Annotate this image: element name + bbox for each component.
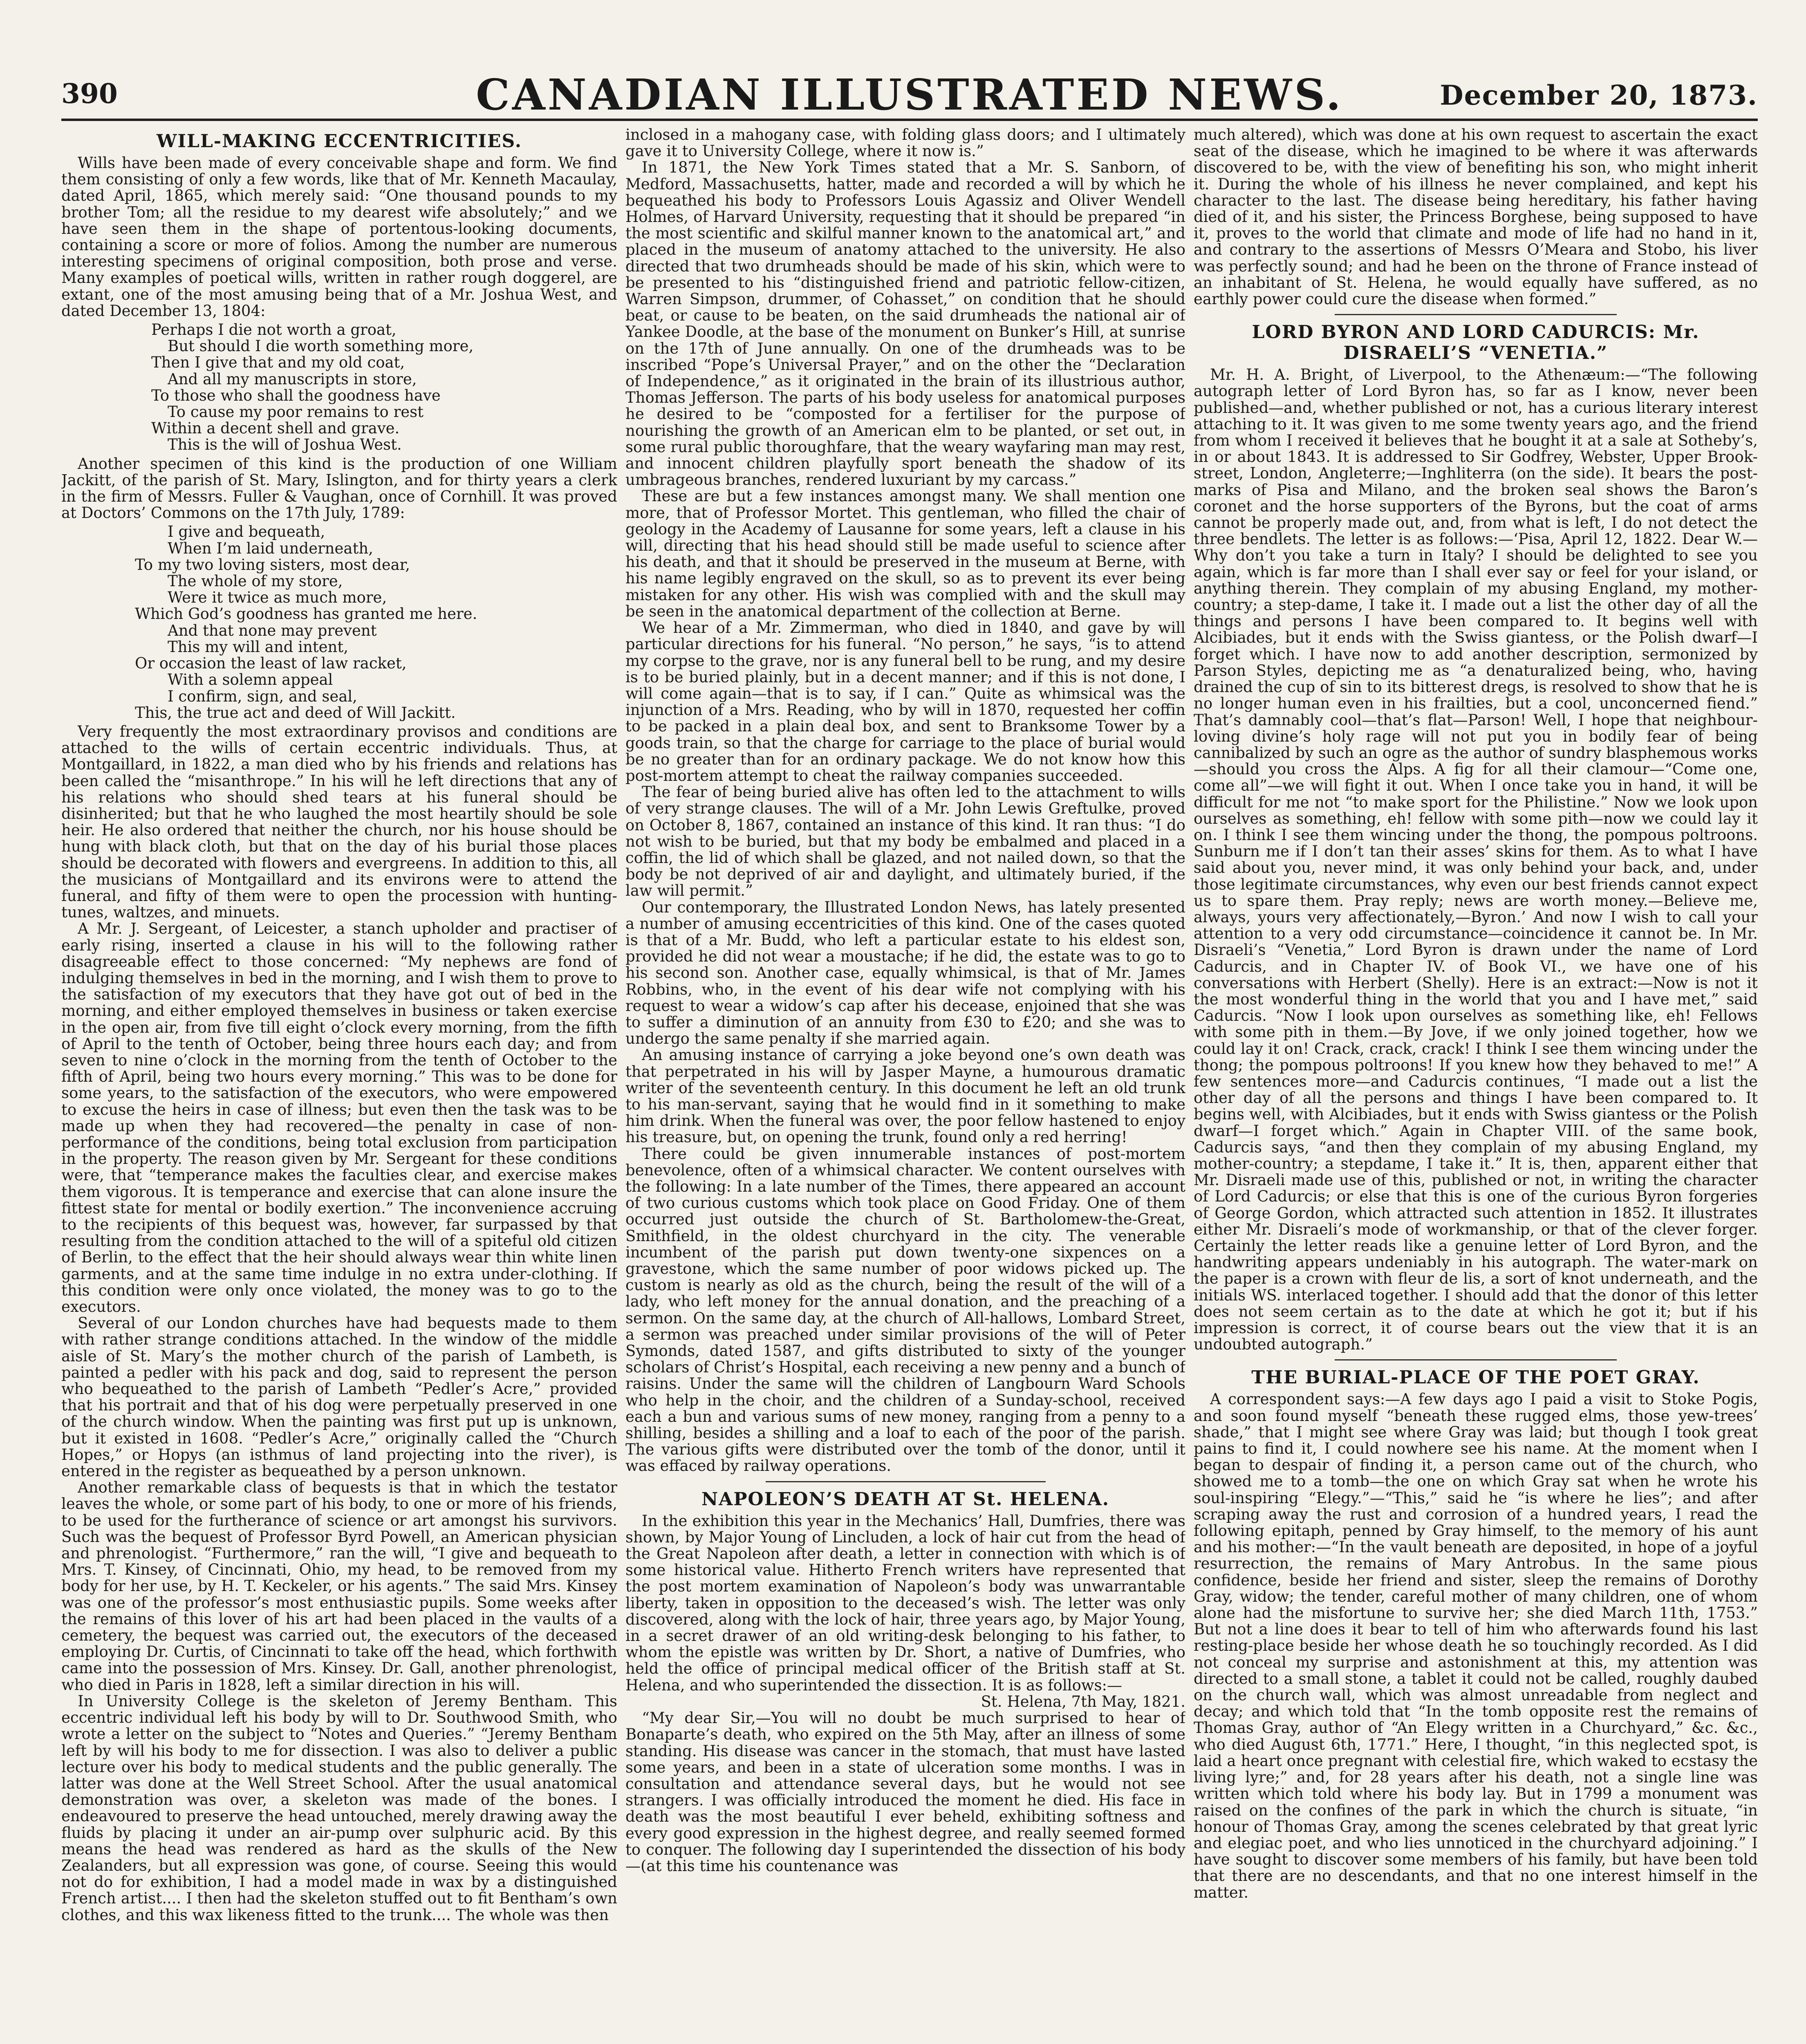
poem-line: Were it twice as much more,: [168, 589, 387, 607]
poem-line: And all my manuscripts in store,: [168, 370, 417, 388]
poem-line: This is the will of Joshua West.: [168, 436, 402, 454]
column-3: [1194, 127, 1758, 2044]
column-1: [61, 127, 617, 2044]
paragraph: much altered), which was done at his own request to ascertain the exact seat of the disease, which he imagined to be where it was afterwards discovered to be, with the view of benefiting his son, who might inherit it. During the whole of his illness he never complained, and kept his character to the last. The disease being hereditary, his father having died of it, and his sister, the Princess Borghese, being supposed to have it, proves to the world that climate and mode of life had no hand in it, and contrary to the assertions of Messrs O’Meara and Stobo, his liver was perfectly sound; and had he been on the throne of France instead of an inhabitant of St. Helena, he would equally have suffered, as no earthly power could cure the disease when formed.”: [1194, 127, 1758, 308]
poem-line: Perhaps I die not worth a groat,: [151, 321, 397, 339]
paragraph: Our contemporary, the Illustrated London News, has lately presented a number of amusing eccentricities of this kind. One of the cases quoted is that of a Mr. Budd, who left a particular estate to his eldest son, provided he did not wear a moustache; if he did, the estate was to go to his second son. Another case, equally whimsical, is that of Mr. James Robbins, who, in the event of his dear wife not complying with his request to wear a widow’s cap after his decease, enjoined that she was to suffer a diminution of an annuity from £30 to £20; and she was to undergo the same penalty if she married again.: [625, 898, 1185, 1048]
masthead: [61, 69, 1758, 123]
poem-line: The whole of my store,: [168, 572, 343, 590]
paragraph: Very frequently the most extraordinary provisos and conditions are attached to the wills of certain eccentric individuals. Thus, at Montgaillard, in 1822, a man died who by his friends and relations has been called the “misanthrope.” In his will he left directions that any of his relations who should shed tears at his funeral should be disinherited; but that he who laughed the most heartily should be sole heir. He also ordered that neither the church, nor his house should be hung with black cloth, but that on the day of his burial those places should be decorated with flowers and evergreens. In addition to this, all the musicians of Montgaillard and its environs were to attend the funeral, and fifty of them were to open the procession with hunting-tunes, waltzes, and minuets.: [61, 722, 617, 921]
paragraph: Another specimen of this kind is the production of one William Jackitt, of the parish of St. Mary, Islington, and for thirty years a clerk in the firm of Messrs. Fuller & Vaughan, once of Cornhill. It was proved at Doctors’ Commons on the 17th July, 1789:: [61, 455, 617, 522]
poem-will-jackitt: [135, 524, 617, 721]
article-heading-byron: LORD BYRON AND LORD CADURCIS: Mr. DISRAELI’S “VENETIA.”: [1252, 322, 1700, 364]
header-rule: [61, 119, 1758, 121]
poem-line: This my will and intent,: [168, 638, 348, 656]
paragraph: In 1871, the New York Times stated that a Mr. S. Sanborn, of Medford, Massachusetts, hatter, made and recorded a will by which he bequeathed his body to Professors Louis Agassiz and Oliver Wendell Holmes, of Harvard University, requesting that it should be prepared “in the most scientific and skilful manner known to the anatomical art,” and placed in the museum of anatomy attached to the university. He also directed that two drumheads should be made of his skin, which were to be presented to his “distinguished friend and patriotic fellow-citizen, Warren Simpson, drummer, of Cohasset,” on condition that he should beat, or cause to be beaten, on the said drumheads the national air of Yankee Doodle, at the base of the monument on Bunker’s Hill, at sunrise on the 17th of June annually. On one of the drumheads was to be inscribed “Pope’s Universal Prayer,” and on the other the “Declaration of Independence,” as it originated in the brain of its illustrious author, Thomas Jefferson. The parts of his body useless for anatomical purposes he desired to be “composted for a fertiliser for the purpose of nourishing the growth of an American elm to be planted, or set out, in some rural public thoroughfare, that the weary wayfaring man may rest, and innocent children playfully sport beneath the shadow of its umbrageous branches, rendered luxuriant by my carcass.”: [625, 159, 1185, 489]
paragraph: The fear of being buried alive has often led to the attachment to wills of very strange clauses. The will of a Mr. John Lewis Greftulke, proved on October 8, 1867, contained an instance of this kind. It ran thus: “I do not wish to be buried, but that my body be embalmed and placed in a coffin, the lid of which shall be glazed, and not nailed down, so that the body be not deprived of air and daylight, and ultimately buried, if the law will permit.”: [625, 783, 1185, 900]
paragraph: In University College is the skeleton of Jeremy Bentham. This eccentric individual left his body by will to Dr. Southwood Smith, who wrote a letter on the subject to “Notes and Queries.” “Jeremy Bentham left by will his body to me for dissection. I was also to deliver a public lecture over his body to medical students and the public generally. The latter was done at the Well Street School. After the usual anatomical demonstration was over, a skeleton was made of the bones. I endeavoured to preserve the head untouched, merely drawing away the fluids by placing it under an air-pump over sulphuric acid. By this means the head was rendered as hard as the skulls of the New Zealanders, but all expression was gone, of course. Seeing this would not do for exhibition, I had a model made in wax by a distinguished French artist.... I then had the skeleton stuffed out to fit Bentham’s own clothes, and this wax likeness fitted to the trunk.... The whole was then: [61, 1692, 617, 1924]
section-divider: [766, 1481, 1046, 1482]
article-heading-napoleon: NAPOLEON’S DEATH AT St. HELENA.: [701, 1488, 1110, 1510]
poem-line: I confirm, sign, and seal,: [168, 687, 357, 705]
page-number: 390: [61, 78, 118, 110]
poem-line: When I’m laid underneath,: [168, 539, 373, 557]
poem-joshua-west: [151, 322, 617, 453]
paragraph: A correspondent says:—A few days ago I paid a visit to Stoke Pogis, and soon found myself “beneath these rugged elms, those yew-trees’ shade,” that I might see where Gray was laid; but though I took great pains to find it, I could nowhere see his name. At the moment when I began to despair of finding it, a person came out of the church, who showed me to a tomb—the one on which Gray sat when he wrote his soul-inspiring “Elegy.”—“This,” said he “is where he lies”; and after scraping away the rust and corrosion of a hundred years, I read the following epitaph, penned by Gray himself, to the memory of his aunt and his mother:—“In the vault beneath are deposited, in hope of a joyful resurrection, the remains of Mary Antrobus. In the same pious confidence, beside her friend and sister, sleep the remains of Dorothy Gray, widow; the tender, careful mother of many children, one of whom alone had the misfortune to survive her; she died March 11th, 1753.” But not a line does it bear to tell of him who afterwards found his last resting-place beside her whose death he so touchingly recorded. As I did not conceal my surprise and astonishment at this, my attention was directed to a small stone, a tablet it could not be called, roughly daubed on the church wall, which was almost unreadable from neglect and decay; and which told that “In the tomb opposite rest the remains of Thomas Gray, author of “An Elegy written in a Churchyard,” &c. &c., who died August 6th, 1771.” Here, I thought, “in this neglected spot, is laid a heart once pregnant with celestial fire, which waked to ecstasy the living lyre;” and, for 28 years after his death, not a single line was written which told where his body lay. But in 1799 a monument was raised on the confines of the park in which the church is situate, “in honour of Thomas Gray, among the scenes celebrated by that great lyric and elegiac poet, and who lies unnoticed in the churchyard adjoining.” I have sought to discover some members of his family, but have been told that there are no descendants, and that no one interest himself in the matter.: [1194, 1390, 1758, 1901]
paragraph: A Mr. J. Sergeant, of Leicester, a stanch upholder and practiser of early rising, inserted a clause in his will to the following rather disagreeable effect to those concerned: “My nephews are fond of indulging themselves in bed in the morning, and I wish them to prove to the satisfaction of my executors that they have got out of bed in the morning, and either employed themselves in business or taken exercise in the open air, from five till eight o’clock every morning, from the fifth of April to the tenth of October, being three hours each day; and from seven to nine o’clock in the morning from the tenth of October to the fifth of April, being two hours every morning.” This was to be done for some years, to the satisfaction of the executors, who were empowered to excuse the heirs in case of illness; but even then the task was to be made up when they had recovered—the penalty in case of non-performance of the conditions, being total exclusion from participation in the property. The reason given by Mr. Sergeant for these conditions were, that “temperance makes the faculties clear, and exercise makes them vigorous. It is temperance and exercise that can alone insure the fittest state for mental or bodily exertion.” The inconvenience accruing to the recipients of this bequest was, however, far surpassed by that resulting from the condition attached to the will of a spiteful old citizen of Berlin, to the effect that the heir should always wear thin white linen garments, and at the same time indulge in no extra under-clothing. If this condition were only once violated, the money was to go to the executors.: [61, 920, 617, 1316]
section-divider: [1335, 314, 1617, 315]
poem-line: To cause my poor remains to rest: [168, 403, 424, 421]
paragraph: We hear of a Mr. Zimmerman, who died in 1840, and gave by will particular directions for his funeral. “No person,” he says, “is to attend my corpse to the grave, nor is any funeral bell to be rung, and my desire is to be buried plainly, but in a decent manner; and if this is not done, I will come again—that is to say, if I can.” Quite as whimsical was the injunction of a Mrs. Reading, who by will in 1870, requested her coffin to be packed in a plain deal box, and sent to Branksome Tower by a goods train, so that the charge for carriage to the place of burial would be no greater than for an ordinary package. We do not know how this post-mortem attempt to cheat the railway companies succeeded.: [625, 619, 1185, 784]
paragraph: “My dear Sir,—You will no doubt be much surprised to hear of Bonaparte’s death, who expired on the 5th May, after an illness of some standing. His disease was cancer in the stomach, that must have lasted some years, and been in a state of ulceration some months. I was in consultation and attendance several days, but he would not see strangers. I was officially introduced the moment he died. His face in death was the most beautiful I ever beheld, exhibiting softness and every good expression in the highest degree, and really seemed formed to conquer. The following day I superintended the dissection of his body—(at this time his countenance was: [625, 1709, 1185, 1875]
column-2: [625, 127, 1185, 2044]
article-heading-will-making: WILL-MAKING ECCENTRICITIES.: [156, 131, 522, 152]
poem-line: To my two loving sisters, most dear,: [135, 556, 410, 574]
poem-line: Within a decent shell and grave.: [151, 419, 400, 437]
poem-line: This, the true act and deed of Will Jackitt.: [135, 704, 456, 722]
section-divider: [1335, 1359, 1617, 1360]
paragraph: There could be given innumerable instances of post-mortem benevolence, often of a whimsical character. We content ourselves with the following: In a late number of the Times, there appeared an account of two curious customs which took place on Good Friday. One of them occurred just outside the church of St. Bartholomew-the-Great, Smithfield, in the oldest churchyard in the city. The venerable incumbent of the parish put down twenty-one sixpences on a gravestone, which the same number of poor widows picked up. The custom is nearly as old as the church, being the result of the will of a lady, who left money for the annual donation, and the preaching of a sermon. On the same day, at the church of All-hallows, Lombard Street, a sermon was preached under similar provisions of the will of Peter Symonds, dated 1587, and gifts distributed to sixty of the younger scholars of Christ’s Hospital, each receiving a new penny and a bunch of raisins. Under the same will the children of Langbourn Ward Schools who help in the choir, and the children of a Sunday-school, received each a bun and various sums of new money, ranging from a penny to a shilling, besides a shilling and a loaf to each of the poor of the parish. The various gifts were distributed over the tomb of the donor, until it was effaced by railway operations.: [625, 1145, 1185, 1475]
poem-line: But should I die worth something more,: [168, 337, 474, 355]
paragraph: Mr. H. A. Bright, of Liverpool, to the Athenæum:—“The following autograph letter of Lord Byron has, so far as I know, never been published—and, whether published or not, has a curious literary interest attaching to it. It was given to me some twenty years ago, and the friend from whom I received it believes that he bought it at a sale at Sotheby’s, in or about 1843. It is addressed to Sir Godfrey, Webster, Upper Brook-street, London, Angleterre;—Inghliterra (on the side). It bears the post-marks of Pisa and Milano, and the broken seal shows the Baron’s coronet and the horse supporters of the Byrons, but the coat of arms cannot be properly made out, and, from what is left, I do not detect the three bendlets. The letter is as follows:—‘Pisa, April 12, 1822. Dear W.—Why don’t you take a turn in Italy? I should be delighted to see you again, which is far more than I shall ever say or feel for your island, or anything therein. They complain of my abusing England, my mother-country; a step-dame, I take it. I made out a list the other day of all the things and persons I have been compared to. It begins well with Alcibiades, but it ends with the Swiss giantess, or the Polish dwarf—I forget which. I have now to add another description, sermonized by Parson Styles, depicting me as “a denaturalized being, who, having drained the cup of sin to its bitterest dregs, is resolved to show that he is no longer human even in his frailties, but a cool, unconcerned fiend.” That’s damnably cool—that’s flat—Parson! Well, I hope that neighbour-loving divine’s holy rage will not put you in bodily fear of being cannibalized by such an ogre as the author of sundry blasphemous works—should you cross the Alps. A fig for all their clamour—“Come one, come all”—we will fight it out. When I once take you in hand, it will be difficult for me not “to make sport for the Philistine.” Now we look upon ourselves as something, eh! fellow with some pith—now we could lay it on. I think I see them wincing under the thong, the pompous poltroons. Sunburn me if I don’t tan their asses’ skins for them. As to what I have said about you, never mind, it was only behind your back, and, under those legitimate circumstances, why even our best friends cannot expect us to spare them. Pray reply; news are worth money.—Believe me, always, yours very affectionately,—Byron.’ And now I wish to call your attention to a very odd circumstance—coincidence it cannot be. In Mr. Disraeli’s “Venetia,” Lord Byron is drawn under the name of Lord Cadurcis, and in Chapter IV. of Book VI., we have one of his conversations with Herbert (Shelly). Here is an extract:—Now is not it the most wonderful thing in the world that you and I have met,” said Cadurcis. “Now I look upon ourselves as something like, eh! Fellows with some pith in them.—By Jove, if we only joined together, how we could lay it on! Crack, crack, crack! I think I see them wincing under the thong; the pompous poltroons! If you knew how they behaved to me!” A few sentences more—and Cadurcis continues, “I made out a list the other day of all the persons and things I have been compared to. It begins well, with Alcibiades, but it ends with Swiss giantess or the Polish dwarf—I forget which.” Again in Chapter VIII. of the same book, Cadurcis says, “and then they complain of my abusing England, my mother-country; a stepdame, I take it.” It is, then, apparent either that Mr. Disraeli made use of this, published or not, in writing the character of Lord Cadurcis; or else that this is one of the curious Byron forgeries of George Gordon, which attracted such attention in 1852. It illustrates either Mr. Disraeli’s mode of workmanship, or that of the clever forger. Certainly the letter reads like a genuine letter of Lord Byron, and the handwriting appears undeniably in his autograph. The water-mark on the paper is a crown with fleur de lis, a sort of knot underneath, and the initials WS. interlaced together. I should add that the donor of this letter does not seem certain as to the date at which he got it; but if his impression is correct, it of course bears out the view that it is an undoubted autograph.”: [1194, 366, 1758, 1354]
poem-line: To those who shall the goodness have: [151, 386, 441, 404]
letter-date: St. Helena, 7th May, 1821.: [981, 1692, 1185, 1710]
issue-date: December 20, 1873.: [1440, 79, 1758, 111]
poem-line: Then I give that and my old coat,: [151, 354, 405, 372]
paragraph: Wills have been made of every conceivable shape and form. We find them consisting of only a few words, like that of Mr. Kenneth Macaulay, dated April, 1865, which merely said: “One thousand pounds to my brother Tom; all the residue to my dearest wife absolutely;” and we have seen them in the shape of portentous-looking documents, containing a score or more of folios. Among the number are numerous interesting specimens of original composition, both prose and verse. Many examples of poetical wills, written in rather rough doggerel, are extant, one of the most amusing being that of a Mr. Joshua West, and dated December 13, 1804:: [61, 154, 617, 320]
newspaper-title: CANADIAN ILLUSTRATED NEWS.: [476, 69, 1343, 120]
paragraph: inclosed in a mahogany case, with folding glass doors; and I ultimately gave it to University College, where it now is.”: [625, 127, 1185, 160]
paragraph: In the exhibition this year in the Mechanics’ Hall, Dumfries, there was shown, by Major Young of Lincluden, a lock of hair cut from the head of the Great Napoleon after death, a letter in connection with which is of some historical value. Hitherto French writers have represented that the post mortem examination of Napoleon’s body was unwarrantable liberty, taken in opposition to the deceased’s wish. The letter was only discovered, along with the lock of hair, three years ago, by Major Young, in a secret drawer of an old writing-desk belonging to his father, to whom the epistle was written by Dr. Short, a native of Dumfries, who held the office of principal medical officer of the British staff at St. Helena, and who superintended the dissection. It is as follows:—: [625, 1512, 1185, 1694]
paragraph: Several of our London churches have had bequests made to them with rather strange conditions attached. In the window of the middle aisle of St. Mary’s the mother church of the parish of Lambeth, is painted a pedler with his pack and dog, said to represent the person who bequeathed to the parish of Lambeth “Pedler’s Acre,” provided that his portrait and that of his dog were perpetually preserved in one of the church window. When the painting was first put up is unknown, but it existed in 1608. “Pedler’s Acre,” originally called the “Church Hopes,” or Hopys (an isthmus of land projecting into the river), is entered in the register as bequeathed by a person unknown.: [61, 1314, 617, 1480]
article-heading-gray: THE BURIAL-PLACE OF THE POET GRAY.: [1251, 1367, 1700, 1388]
poem-line: Which God’s goodness has granted me here.: [135, 605, 477, 623]
poem-line: Or occasion the least of law racket,: [135, 654, 407, 672]
paragraph: Another remarkable class of bequests is that in which the testator leaves the whole, or some part of his body, to one or more of his friends, to be used for the furtherance of science or art amongst his survivors. Such was the bequest of Professor Byrd Powell, an American physician and phrenologist. “Furthermore,” ran the will, “I give and bequeath to Mrs. T. Kinsey, of Cincinnati, Ohio, my head, to be removed from my body for her use, by H. T. Keckeler, or his agents.” The said Mrs. Kinsey was one of the professor’s most enthusiastic pupils. Some weeks after the remains of this lover of his art had been placed in the vaults of a cemetery, the bequest was carried out, the executors of the deceased employing Dr. Curtis, of Cincinnati to take off the head, which forthwith came into the possession of Mrs. Kinsey. Dr. Gall, another phrenologist, who died in Paris in 1828, left a similar direction in his will.: [61, 1479, 617, 1694]
poem-line: I give and bequeath,: [168, 523, 325, 541]
poem-line: And that none may prevent: [168, 621, 377, 639]
paragraph: An amusing instance of carrying a joke beyond one’s own death was that perpetrated in his will by Jasper Mayne, a humourous dramatic writer of the seventeenth century. In this document he left an old trunk to his man-servant, saying that he would find in it something to make him drink. When the funeral was over, the poor fellow hastened to enjoy his treasure, but, on opening the trunk, found only a red herring!: [625, 1046, 1185, 1146]
poem-line: With a solemn appeal: [168, 671, 333, 689]
paragraph: These are but a few instances amongst many. We shall mention one more, that of Professor Mortet. This gentleman, who filled the chair of geology in the Academy of Lausanne for some years, left a clause in his will, directing that his head should still be made useful to science after his death, and that it should be preserved in the museum at Berne, with his name legibly engraved on the skull, so as to prevent its ever being mistaken for any other. His wish was complied with and the skull may be seen in the anatomical department of the collection at Berne.: [625, 487, 1185, 620]
